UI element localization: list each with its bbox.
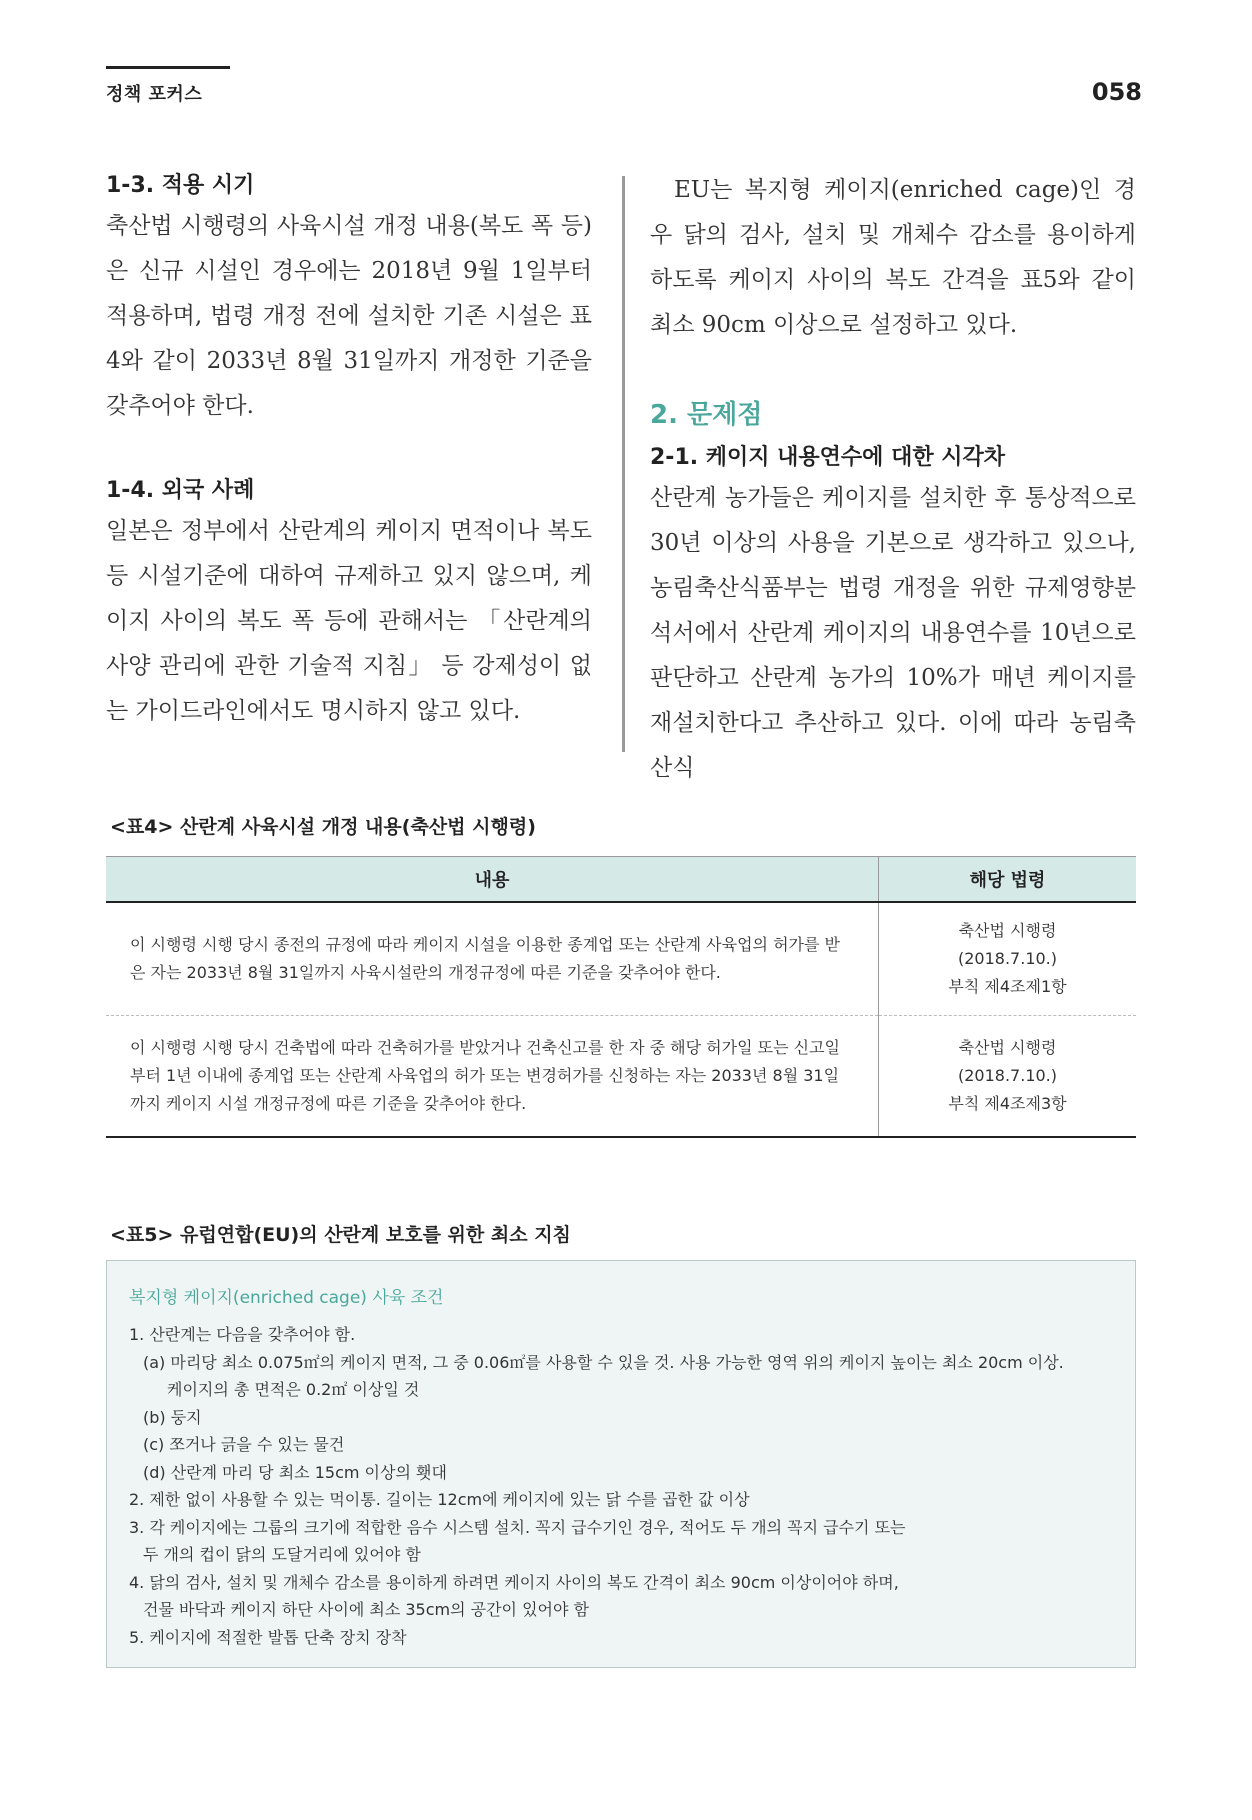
table4-row2-content: 이 시행령 시행 당시 건축법에 따라 건축허가를 받았거나 건축신고를 한 자 중 해당 허가일 또는 신고일부터 1년 이내에 종계업 또는 산란계 사육업의 허가 또는 변경허가를 신청하는 자는 2033년 8월 31일까지 케이지 시설 개정규정에 따른 기준을 갖추어야 한다. <box>106 1016 879 1138</box>
left-column <box>106 168 592 734</box>
column-divider <box>622 176 625 752</box>
table5-title: 복지형 케이지(enriched cage) 사육 조건 <box>129 1288 444 1308</box>
table5-list <box>129 1321 1064 1651</box>
right-column <box>650 168 1136 791</box>
section-label: 정책 포커스 <box>106 84 203 105</box>
list-item: 4. 닭의 검사, 설치 및 개체수 감소를 용이하게 하려면 케이지 사이의 복도 간격이 최소 90cm 이상이어야 하며, <box>129 1572 899 1592</box>
table4-row2-law <box>879 1016 1137 1138</box>
list-item: 케이지의 총 면적은 0.2㎡ 이상일 것 <box>167 1380 420 1399</box>
section-2-title: 2. 문제점 <box>650 400 763 430</box>
section-2-1-title: 2-1. 케이지 내용연수에 대한 시각차 <box>650 445 1006 470</box>
table4-header-law: 해당 법령 <box>879 857 1137 903</box>
header-rule <box>106 66 230 69</box>
law-article: 부칙 제4조제1항 <box>948 977 1067 996</box>
list-item: 5. 케이지에 적절한 발톱 단축 장치 장착 <box>129 1627 407 1647</box>
page-number: 058 <box>1091 78 1142 106</box>
list-item: (b) 둥지 <box>143 1407 202 1427</box>
list-item: 1. 산란계는 다음을 갖추어야 함. <box>129 1325 356 1344</box>
table4 <box>106 856 1136 1138</box>
law-name: 축산법 시행령 <box>958 1038 1057 1057</box>
table4-row1-law <box>879 902 1137 1016</box>
list-item: 2. 제한 없이 사용할 수 있는 먹이통. 길이는 12cm에 케이지에 있는 닭 수를 곱한 값 이상 <box>129 1490 750 1509</box>
section-2-1-body: 산란계 농가들은 케이지를 설치한 후 통상적으로 30년 이상의 사용을 기본으로 생각하고 있으나, 농림축산식품부는 법령 개정을 위한 규제영향분석서에서 산란계 케이지의 내용연수를 10년으로 판단하고 산란계 농가의 10%가 매년 케이지를 재설치한다고 추산하고 있다. 이에 따라 농림축산식 <box>650 485 1136 781</box>
section-1-4-body: 일본은 정부에서 산란계의 케이지 면적이나 복도 등 시설기준에 대하여 규제하고 있지 않으며, 케이지 사이의 복도 폭 등에 관해서는 「산란계의 사양 관리에 관한 기술적 지침」 등 강제성이 없는 가이드라인에서도 명시하지 않고 있다. <box>106 518 592 724</box>
list-item: 건물 바닥과 케이지 하단 사이에 최소 35cm의 공간이 있어야 함 <box>143 1600 590 1619</box>
law-date: (2018.7.10.) <box>958 949 1057 968</box>
list-item: (a) 마리당 최소 0.075㎡의 케이지 면적, 그 중 0.06㎡를 사용할 수 있을 것. 사용 가능한 영역 위의 케이지 높이는 최소 20cm 이상. <box>143 1352 1064 1372</box>
table5-caption: <표5> 유럽연합(EU)의 산란계 보호를 위한 최소 지침 <box>110 1224 571 1246</box>
table4-row1-content: 이 시행령 시행 당시 종전의 규정에 따라 케이지 시설을 이용한 종계업 또는 산란계 사육업의 허가를 받은 자는 2033년 8월 31일까지 사육시설란의 개정규정에 따른 기준을 갖추어야 한다. <box>106 902 879 1016</box>
table-row <box>106 902 1136 1016</box>
list-item: (c) 쪼거나 긁을 수 있는 물건 <box>143 1435 345 1454</box>
section-1-3-body: 축산법 시행령의 사육시설 개정 내용(복도 폭 등)은 신규 시설인 경우에는 2018년 9월 1일부터 적용하며, 법령 개정 전에 설치한 기존 시설은 표4와 같이 2033년 8월 31일까지 개정한 기준을 갖추어야 한다. <box>106 213 592 419</box>
law-name: 축산법 시행령 <box>958 921 1057 940</box>
section-1-4-title: 1-4. 외국 사례 <box>106 478 255 503</box>
table4-caption: <표4> 산란계 사육시설 개정 내용(축산법 시행령) <box>110 816 536 838</box>
law-article: 부칙 제4조제3항 <box>948 1094 1067 1113</box>
table-row <box>106 1016 1136 1138</box>
list-item: (d) 산란계 마리 당 최소 15cm 이상의 횃대 <box>143 1462 447 1482</box>
eu-paragraph: EU는 복지형 케이지(enriched cage)인 경우 닭의 검사, 설치 및 개체수 감소를 용이하게 하도록 케이지 사이의 복도 간격을 표5와 같이 최소 90cm 이상으로 설정하고 있다. <box>650 177 1136 338</box>
table5-box <box>106 1260 1136 1668</box>
table4-header-content: 내용 <box>106 857 879 903</box>
section-1-3-title: 1-3. 적용 시기 <box>106 173 255 198</box>
list-item: 두 개의 컵이 닭의 도달거리에 있어야 함 <box>143 1545 421 1564</box>
list-item: 3. 각 케이지에는 그룹의 크기에 적합한 음수 시스템 설치. 꼭지 급수기인 경우, 적어도 두 개의 꼭지 급수기 또는 <box>129 1517 906 1537</box>
law-date: (2018.7.10.) <box>958 1066 1057 1085</box>
